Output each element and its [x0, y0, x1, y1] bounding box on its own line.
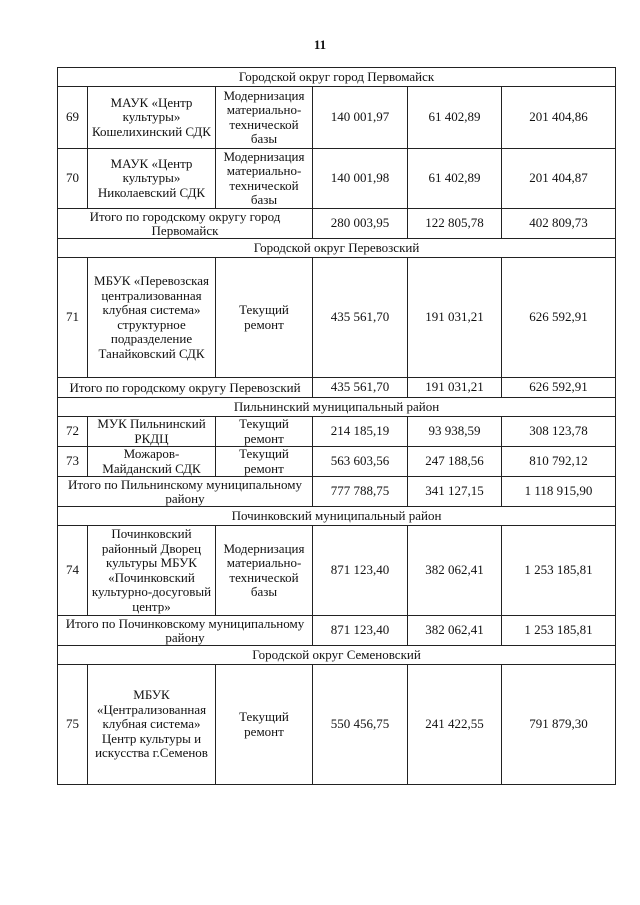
total-label: Итого по городскому округу Перевозский — [58, 378, 313, 398]
section-header-row — [58, 646, 616, 665]
work-type: Модернизация материально-технической базы — [216, 526, 313, 616]
total-amount-total: 1 253 185,81 — [502, 616, 616, 646]
page-number: 11 — [313, 37, 327, 52]
institution-name: МАУК «Центр культуры» Николаевский СДК — [88, 149, 216, 209]
total-amount-2: 341 127,15 — [408, 477, 502, 507]
total-label: Итого по Починковскому муниципальному району — [58, 616, 313, 646]
section-title: Починковский муниципальный район — [58, 507, 616, 526]
section-title: Городской округ город Первомайск — [58, 68, 616, 87]
amount-total: 201 404,87 — [502, 149, 616, 209]
total-row — [58, 477, 616, 507]
work-type: Текущий ремонт — [216, 258, 313, 378]
work-type: Модернизация материально-технической базы — [216, 149, 313, 209]
table-row — [58, 526, 616, 616]
row-number: 74 — [58, 526, 88, 616]
total-label: Итого по Пильнинскому муниципальному району — [58, 477, 313, 507]
table-row — [58, 447, 616, 477]
amount-1: 563 603,56 — [313, 447, 408, 477]
amount-1: 435 561,70 — [313, 258, 408, 378]
row-number: 75 — [58, 665, 88, 785]
amount-1: 214 185,19 — [313, 417, 408, 447]
institution-name: МУК Пильнинский РКДЦ — [88, 417, 216, 447]
row-number: 72 — [58, 417, 88, 447]
total-amount-total: 1 118 915,90 — [502, 477, 616, 507]
total-row — [58, 616, 616, 646]
amount-total: 810 792,12 — [502, 447, 616, 477]
row-number: 70 — [58, 149, 88, 209]
amount-total: 201 404,86 — [502, 87, 616, 149]
row-number: 71 — [58, 258, 88, 378]
amount-1: 871 123,40 — [313, 526, 408, 616]
table-row — [58, 258, 616, 378]
total-row — [58, 209, 616, 239]
amount-2: 93 938,59 — [408, 417, 502, 447]
work-type: Текущий ремонт — [216, 417, 313, 447]
total-amount-total: 402 809,73 — [502, 209, 616, 239]
amount-2: 191 031,21 — [408, 258, 502, 378]
total-amount-total: 626 592,91 — [502, 378, 616, 398]
amount-total: 308 123,78 — [502, 417, 616, 447]
section-header-row — [58, 507, 616, 526]
amount-2: 241 422,55 — [408, 665, 502, 785]
table-row — [58, 417, 616, 447]
total-row — [58, 378, 616, 398]
work-type: Текущий ремонт — [216, 665, 313, 785]
total-amount-2: 191 031,21 — [408, 378, 502, 398]
section-header-row — [58, 68, 616, 87]
amount-1: 140 001,97 — [313, 87, 408, 149]
institution-name: МБУК «Перевозская централизованная клубная система» структурное подразделение Танайковский СДК — [88, 258, 216, 378]
work-type: Текущий ремонт — [216, 447, 313, 477]
amount-2: 382 062,41 — [408, 526, 502, 616]
institution-name: Починковский районный Дворец культуры МБУК «Починковский культурно-досуговый центр» — [88, 526, 216, 616]
row-number: 69 — [58, 87, 88, 149]
amount-2: 61 402,89 — [408, 87, 502, 149]
section-header-row — [58, 239, 616, 258]
total-amount-1: 280 003,95 — [313, 209, 408, 239]
table-row — [58, 665, 616, 785]
table-row — [58, 149, 616, 209]
total-amount-2: 382 062,41 — [408, 616, 502, 646]
total-label: Итого по городскому округу город Первомайск — [58, 209, 313, 239]
section-title: Пильнинский муниципальный район — [58, 398, 616, 417]
budget-table — [57, 67, 616, 785]
amount-total: 626 592,91 — [502, 258, 616, 378]
amount-1: 140 001,98 — [313, 149, 408, 209]
total-amount-1: 871 123,40 — [313, 616, 408, 646]
amount-1: 550 456,75 — [313, 665, 408, 785]
table-row — [58, 87, 616, 149]
amount-2: 247 188,56 — [408, 447, 502, 477]
work-type: Модернизация материально-технической базы — [216, 87, 313, 149]
institution-name: МАУК «Центр культуры» Кошелихинский СДК — [88, 87, 216, 149]
amount-total: 791 879,30 — [502, 665, 616, 785]
section-title: Городской округ Семеновский — [58, 646, 616, 665]
amount-2: 61 402,89 — [408, 149, 502, 209]
institution-name: Можаров-Майданский СДК — [88, 447, 216, 477]
total-amount-1: 777 788,75 — [313, 477, 408, 507]
institution-name: МБУК «Централизованная клубная система» Центр культуры и искусства г.Семенов — [88, 665, 216, 785]
total-amount-2: 122 805,78 — [408, 209, 502, 239]
section-title: Городской округ Перевозский — [58, 239, 616, 258]
total-amount-1: 435 561,70 — [313, 378, 408, 398]
section-header-row — [58, 398, 616, 417]
amount-total: 1 253 185,81 — [502, 526, 616, 616]
row-number: 73 — [58, 447, 88, 477]
